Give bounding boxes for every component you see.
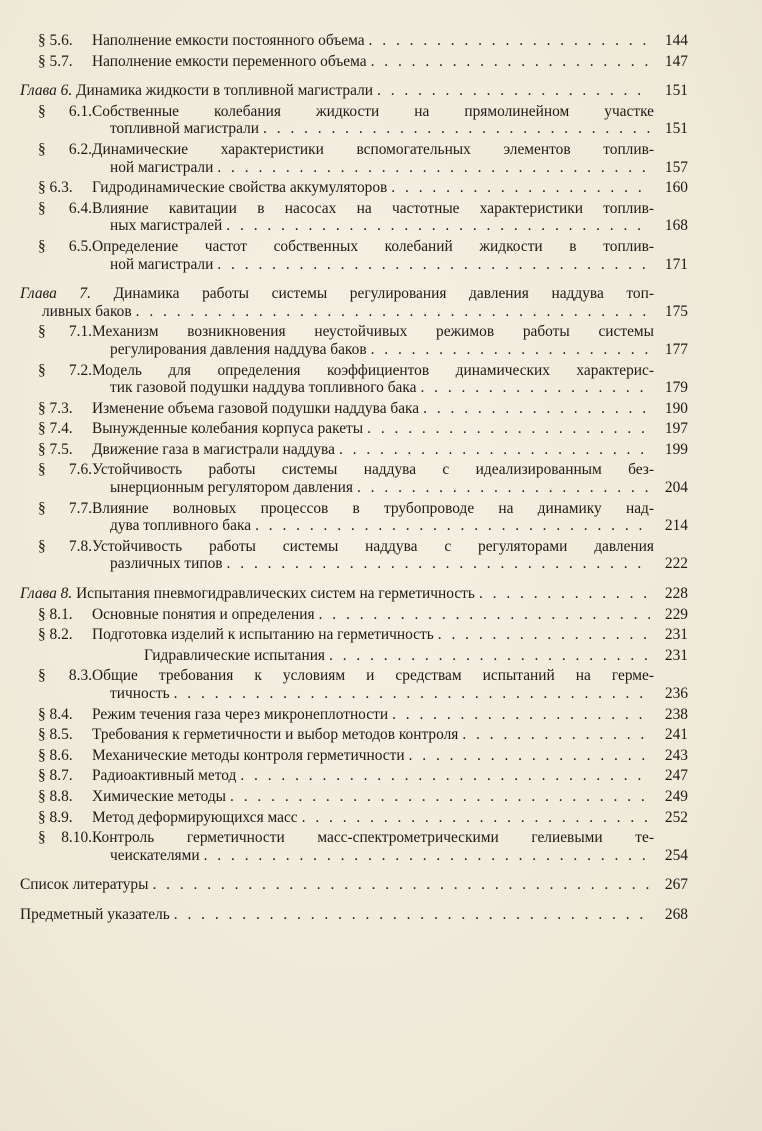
toc-entry [20, 726, 688, 744]
section-number: § 6.4. [38, 199, 92, 217]
dot-leader [367, 420, 650, 438]
toc-entry-title [38, 420, 363, 438]
toc-entry [20, 667, 688, 702]
dot-leader [136, 303, 650, 321]
toc-entry-text: дува топливного бака [110, 517, 252, 535]
section-number: § 7.5. [38, 440, 73, 458]
dot-leader [319, 606, 650, 624]
toc-entry-text: Метод деформирующихся масс [92, 808, 298, 826]
toc-entry-text: Изменение объема газовой подушки наддува бака [92, 399, 420, 417]
section-number: § 6.5. [38, 237, 92, 255]
section-number: § 7.8. [38, 537, 92, 555]
page-number: 231 [664, 646, 688, 664]
toc-entry [20, 179, 688, 197]
toc-entry-title [110, 847, 200, 865]
dot-leader [462, 726, 650, 744]
toc-entry-title [38, 538, 654, 556]
toc-entry-title [38, 179, 387, 197]
section-number: § 7.7. [38, 499, 92, 517]
toc-entry-title [38, 400, 419, 418]
page-number: 177 [664, 340, 688, 358]
dot-leader [409, 747, 650, 765]
toc-entry-text: ной магистрали [110, 255, 214, 273]
toc-entry [20, 141, 688, 176]
toc-entry-title [38, 141, 654, 159]
toc-entry-title [20, 285, 654, 303]
toc-entry [20, 647, 688, 665]
toc-entry-text: Радиоактивный метод [92, 767, 237, 785]
page-number: 171 [664, 255, 688, 273]
toc-entry-text: Химические методы [92, 787, 227, 805]
dot-leader [339, 441, 650, 459]
section-number: § 8.9. [38, 808, 73, 826]
toc-entry-title [38, 788, 226, 806]
dot-leader [263, 120, 650, 138]
toc-entry [20, 400, 688, 418]
toc-entry-title [38, 32, 365, 50]
toc-entry [20, 585, 688, 603]
toc-entry-title [38, 441, 335, 459]
dot-leader [174, 685, 650, 703]
toc-entry [20, 809, 688, 827]
chapter-label: Глава 7. [20, 285, 91, 303]
toc-entry-text: Испытания пневмогидравлических систем на герметичность [76, 585, 475, 603]
section-number: § 7.2. [38, 361, 92, 379]
toc-entry-title [20, 82, 373, 100]
toc-entry-text: Гидравлические испытания [144, 646, 326, 664]
section-number: § 6.2. [38, 140, 92, 158]
section-number: § 7.4. [38, 420, 73, 438]
toc-entry [20, 53, 688, 71]
toc-entry-text: ливных баков [42, 302, 132, 320]
dot-leader [217, 159, 650, 177]
toc-entry-text: Механические методы контроля герметичности [92, 746, 405, 764]
dot-leader [302, 809, 650, 827]
toc-entry-title [110, 217, 222, 235]
toc-entry-title [110, 379, 416, 397]
toc-entry-text: Определение частот собственных колебаний жидкости в топлив- [92, 237, 654, 255]
toc-entry-title [110, 159, 213, 177]
toc-entry-text: Режим течения газа через микронеплотности [92, 705, 389, 723]
dot-leader [369, 32, 650, 50]
toc-entry-title [144, 647, 325, 665]
section-number: § 8.6. [38, 746, 73, 764]
toc-entry-text: Динамика работы системы регулирования давления наддува топ- [113, 285, 654, 303]
section-number: § 5.6. [38, 32, 73, 49]
toc-entry-text: Динамические характеристики вспомогательных элементов топлив- [92, 140, 654, 158]
section-number: § 8.3. [38, 667, 92, 685]
page-number: 236 [664, 685, 688, 702]
toc-entry-text: Устойчивость работы системы наддува с регуляторами давления [92, 537, 654, 555]
toc-entry-title [110, 555, 223, 573]
toc-entry-title [42, 303, 132, 321]
toc-entry-title [38, 461, 654, 479]
page-number: 243 [664, 746, 688, 764]
toc-entry-text: Вынужденные колебания корпуса ракеты [92, 420, 364, 438]
toc-entry-title [38, 606, 315, 624]
dot-leader [174, 906, 650, 924]
toc-entry [20, 200, 688, 235]
toc-entry-text: Динамика жидкости в топливной магистрали [76, 82, 373, 100]
dot-leader [438, 626, 650, 644]
page-number: 151 [664, 120, 688, 138]
dot-leader [391, 179, 650, 197]
page-number: 249 [664, 787, 688, 805]
page-number: 179 [664, 379, 688, 397]
page-number: 151 [664, 82, 688, 100]
toc-entry-text: ной магистрали [110, 158, 214, 176]
toc-entry [20, 238, 688, 273]
toc-entry-title [38, 200, 654, 218]
chapter-label: Глава 6. [20, 82, 73, 100]
toc-entry-text: Механизм возникновения неустойчивых режимов работы системы [92, 323, 654, 341]
page-number: 175 [664, 302, 688, 320]
section-number: § 5.7. [38, 52, 73, 70]
toc-entry [20, 538, 688, 573]
toc-entry [20, 706, 688, 724]
toc-entry [20, 323, 688, 358]
toc-entry [20, 420, 688, 438]
page-number: 222 [664, 555, 688, 573]
toc-entry [20, 906, 688, 924]
toc-entry-text: Модель для определения коэффициентов динамических характерис- [92, 361, 654, 379]
page-number: 252 [664, 808, 688, 826]
toc-entry-text: ынерционным регулятором давления [110, 479, 353, 497]
toc-entry [20, 441, 688, 459]
toc-entry-text: Предметный указатель [20, 905, 170, 923]
toc-entry-title [110, 120, 259, 138]
toc-entry-text: топливной магистрали [110, 120, 259, 138]
page-number: 267 [664, 876, 688, 894]
toc-entry [20, 285, 688, 320]
toc-entry-text: Общие требования к условиям и средствам испытаний на герме- [92, 667, 654, 685]
toc-entry-title [110, 341, 367, 359]
dot-leader [371, 53, 650, 71]
toc-entry-text: Основные понятия и определения [92, 605, 315, 623]
page-number: 168 [664, 217, 688, 235]
toc-entry [20, 626, 688, 644]
section-number: § 6.1. [38, 102, 92, 120]
toc-entry-text: Требования к герметичности и выбор методов контроля [92, 726, 459, 744]
toc-entry-title [38, 747, 405, 765]
page-number: 144 [664, 32, 688, 49]
page-number: 254 [664, 846, 688, 864]
toc-entry-title [38, 706, 388, 724]
page-number: 241 [664, 726, 688, 744]
toc-entry [20, 32, 688, 50]
toc-entry [20, 767, 688, 785]
dot-leader [420, 379, 650, 397]
toc-entry-text: Контроль герметичности масс-спектрометрическими гелиевыми те- [92, 829, 654, 847]
toc-entry [20, 876, 688, 894]
toc-entry [20, 747, 688, 765]
section-number: § 8.5. [38, 726, 73, 744]
section-number: § 6.3. [38, 179, 73, 197]
page-number: 147 [664, 52, 688, 70]
toc-entry-text: чеискателями [110, 846, 200, 864]
dot-leader [329, 647, 650, 665]
section-number: § 7.3. [38, 399, 73, 417]
toc-entry-text: Влияние волновых процессов в трубопроводе на динамику над- [92, 499, 654, 517]
toc-entry-title [38, 238, 654, 256]
toc-entry-title [110, 685, 170, 703]
section-number: § 8.2. [38, 626, 73, 644]
dot-leader [227, 555, 650, 573]
toc-entry-title [20, 876, 148, 894]
chapter-label: Глава 8. [20, 585, 73, 603]
toc-entry-text: Наполнение емкости переменного объема [92, 52, 367, 70]
toc-entry [20, 82, 688, 100]
dot-leader [371, 341, 650, 359]
dot-leader [240, 767, 650, 785]
dot-leader [217, 256, 650, 274]
page-number: 199 [664, 440, 688, 458]
page-number: 157 [664, 158, 688, 176]
page-number: 231 [664, 626, 688, 644]
toc-entry [20, 829, 688, 864]
toc-entry-text: Устойчивость работы системы наддува с идеализированным без- [92, 461, 654, 479]
toc-entry [20, 500, 688, 535]
page-number: 268 [664, 905, 688, 923]
toc-entry [20, 606, 688, 624]
toc-entry-text: Список литературы [20, 876, 149, 894]
toc-entry-text: Влияние кавитации в насосах на частотные характеристики топлив- [92, 199, 654, 217]
toc-entry-title [38, 809, 298, 827]
toc-entry [20, 788, 688, 806]
toc-entry-title [38, 626, 434, 644]
dot-leader [423, 400, 650, 418]
toc-entry-title [38, 726, 458, 744]
toc-entry [20, 103, 688, 138]
page-number: 190 [664, 399, 688, 417]
section-number: § 7.1. [38, 323, 92, 341]
toc-entry-title [38, 53, 367, 71]
toc-entry-title [38, 667, 654, 685]
toc-entry-title [38, 500, 654, 518]
table-of-contents [20, 32, 688, 924]
toc-entry [20, 362, 688, 397]
dot-leader [255, 517, 650, 535]
toc-entry-text: регулирования давления наддува баков [110, 340, 367, 358]
dot-leader [152, 876, 650, 894]
toc-entry-text: Гидродинамические свойства аккумуляторов [92, 179, 388, 197]
toc-entry-title [110, 517, 251, 535]
toc-entry-text: ных магистралей [110, 217, 223, 235]
dot-leader [230, 788, 650, 806]
section-number: § 8.10. [38, 829, 92, 847]
section-number: § 7.6. [38, 461, 92, 479]
toc-entry-title [38, 323, 654, 341]
section-number: § 8.4. [38, 705, 73, 723]
page-number: 197 [664, 420, 688, 438]
page-number: 160 [664, 179, 688, 197]
section-number: § 8.1. [38, 605, 73, 623]
toc-entry [20, 461, 688, 496]
toc-entry-text: Собственные колебания жидкости на прямолинейном участке [92, 102, 654, 120]
toc-entry-title [38, 362, 654, 380]
toc-entry-text: Подготовка изделий к испытанию на герметичность [92, 626, 434, 644]
toc-entry-title [110, 479, 353, 497]
toc-entry-title [38, 103, 654, 121]
dot-leader [357, 479, 650, 497]
toc-entry-title [110, 256, 213, 274]
dot-leader [479, 585, 650, 603]
dot-leader [226, 217, 650, 235]
page-number: 228 [664, 585, 688, 603]
toc-entry-title [38, 767, 236, 785]
section-number: § 8.8. [38, 787, 73, 805]
toc-entry-text: различных типов [110, 555, 223, 573]
page-number: 229 [664, 605, 688, 623]
dot-leader [204, 847, 650, 865]
toc-entry-text: тичность [110, 685, 170, 702]
toc-entry-title [38, 829, 654, 847]
page-number: 204 [664, 479, 688, 497]
section-number: § 8.7. [38, 767, 73, 785]
page-number: 247 [664, 767, 688, 785]
page-number: 238 [664, 705, 688, 723]
dot-leader [377, 82, 650, 100]
toc-entry-title [20, 906, 170, 924]
toc-entry-text: Наполнение емкости постоянного объема [92, 32, 365, 49]
toc-entry-text: тик газовой подушки наддува топливного бака [110, 379, 417, 397]
dot-leader [392, 706, 650, 724]
toc-entry-title [20, 585, 475, 603]
page-number: 214 [664, 517, 688, 535]
toc-entry-text: Движение газа в магистрали наддува [92, 440, 335, 458]
